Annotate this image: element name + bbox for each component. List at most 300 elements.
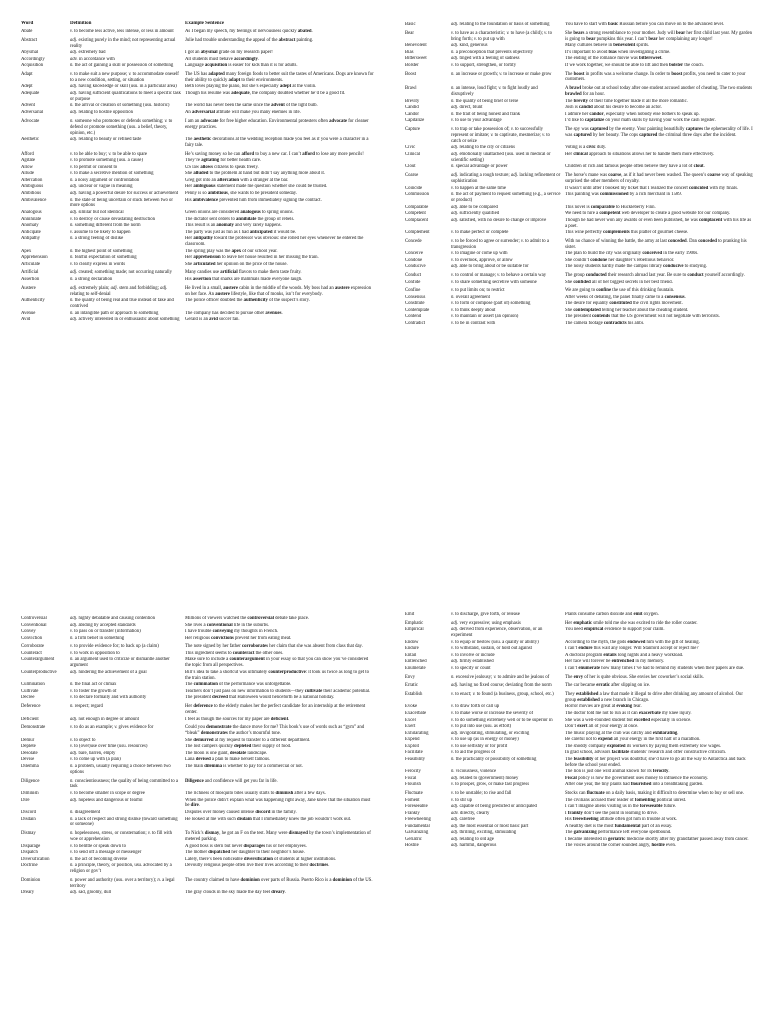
vocab-definition: v. to foster the growth of	[70, 688, 117, 694]
vocab-example: Her ambiguous statement made me question whether she could be trusted.	[185, 184, 328, 190]
vocab-word: Exhilarating	[405, 730, 429, 736]
vocab-definition: adj. relating to hostile opposition	[70, 110, 133, 116]
vocab-definition: adj. extremely plain; adj. stern and forbidding; adj. relating to self-denial	[70, 285, 168, 297]
vocab-row	[405, 690, 755, 705]
vocab-word: Cultivate	[21, 688, 39, 694]
vocab-row	[21, 317, 377, 324]
vocab-word: Convey	[21, 629, 36, 635]
vocab-word: Bear	[405, 30, 414, 36]
vocab-word: Dire	[21, 797, 30, 803]
vocab-word: Corroborate	[21, 644, 44, 650]
vocab-definition: n. viciousness, violence	[451, 769, 497, 775]
vocab-word: Dreary	[21, 890, 35, 896]
vocab-definition: n. power and authority (usu. over a territory); n. a legal territory	[70, 877, 175, 889]
vocab-row	[21, 268, 377, 277]
vocab-definition: adj. having sufficient qualifications to meet a specific task or purpose	[70, 91, 181, 102]
vocab-definition: n. the practicality or possibility of something	[451, 756, 537, 762]
vocab-example: If we work together, we should be able to lift and then bolster the couch.	[565, 62, 704, 68]
vocab-definition: v. to use selfishly or for profit	[451, 743, 508, 749]
vocab-definition: adj. sufficiently qualified	[451, 211, 500, 217]
vocab-word: Coarse	[405, 173, 419, 179]
vocab-definition: v. to form or compose (part of) something	[451, 301, 531, 307]
vocab-example: I frankly don’t see the point in learning to drive.	[565, 810, 658, 816]
vocab-definition: adj. thrilling, exciting, stimulating	[451, 830, 517, 836]
vocab-definition: v. to become smaller in scope or degree	[70, 791, 145, 796]
vocab-example: I can’t enumerate how many times I’ve had to remind my students when their papers are due.	[565, 665, 745, 671]
vocab-example: They established a law that made it illegal to drive after drinking any amount of alcohol. Our group established a new branch in Chicago.	[565, 692, 743, 703]
vocab-example: Horror movies are great at evoking fear.	[565, 704, 642, 710]
vocab-word: Boost	[405, 71, 417, 77]
vocab-definition: n. something different from the norm	[70, 223, 141, 229]
vocab-definition: n. a noisy argument or confrontation	[70, 177, 140, 183]
vocab-word: Artificial	[21, 270, 39, 276]
vocab-word: Emit	[405, 612, 415, 617]
vocab-word: Bias	[405, 49, 414, 55]
vocab-word: Empirical	[405, 627, 424, 633]
vocab-example: She contemplated telling her teacher about the cheating student.	[565, 307, 689, 313]
vocab-word: Benevolent	[405, 43, 427, 49]
vocab-example: The music playing at the club was catchy and exhilarating.	[565, 730, 679, 736]
vocab-word: Ambiguous	[21, 184, 44, 190]
vocab-example: Diligence and confidence will get you far in life.	[185, 778, 278, 784]
vocab-definition: adj. emotionally unattached (usu. used in medical or scientific setting)	[451, 151, 551, 163]
vocab-word: Bittersweet	[405, 56, 427, 62]
vocab-row	[21, 298, 377, 310]
vocab-word: Envy	[405, 674, 416, 680]
vocab-rows	[405, 22, 755, 327]
vocab-row	[21, 171, 377, 178]
vocab-definition: v. to do something extremely well or to be superior in	[451, 717, 553, 723]
vocab-row	[405, 321, 755, 328]
vocab-definition: adj. hopeless and dangerous or fearful	[70, 797, 143, 803]
vocab-word: Civic	[405, 145, 416, 151]
vocab-definition: adj. able to be compared	[451, 204, 498, 210]
vocab-word: Articulate	[21, 261, 40, 267]
vocab-example: Teachers don’t just pass on new information to students—they cultivate their academic potential.	[185, 688, 371, 694]
vocab-example: Though his resume was adequate, the company doubted whether he’d be a good fit.	[185, 91, 346, 97]
vocab-example: The culmination of the performance was unforgettable.	[185, 682, 292, 688]
vocab-definition: adj. kind, generous	[451, 43, 488, 49]
vocab-row	[405, 84, 755, 99]
vocab-definition: n. a firm belief in something	[70, 635, 125, 641]
vocab-row	[21, 723, 377, 738]
header-example: Example Sentence	[185, 21, 225, 26]
vocab-word: Ferocity	[405, 769, 421, 775]
vocab-example: I’d like to capitalize on your math skills by having your work the cash register.	[565, 118, 716, 124]
vocab-word: Geriatric	[405, 836, 422, 842]
vocab-definition: v. to share something secretive with someone	[451, 279, 537, 285]
vocab-example: Beth loves playing the piano, but she’s especially adept at the violin.	[185, 84, 317, 90]
vocab-example: To Nick’s dismay, he got an F on the test. Many were dismayed by the town’s implementation of metered parking.	[185, 831, 371, 843]
vocab-word: Basic	[405, 22, 416, 27]
vocab-word: Doctrine	[21, 863, 38, 869]
vocab-example: The desire for equality constituted the civil rights movement.	[565, 301, 683, 307]
vocab-example: After one year, the tiny plants had flourished into a breathtaking garden.	[565, 782, 704, 788]
vocab-row	[405, 782, 755, 789]
vocab-definition: v. to specify or count	[451, 665, 491, 671]
vocab-example: Her antipathy toward the professor was obvious: she rolled her eyes whenever he entered the classroom.	[185, 236, 364, 248]
vocab-definition: v. to maintain or assert (an opinion)	[451, 314, 519, 320]
vocab-word: Apprehension	[21, 255, 48, 261]
vocab-definition: v. to come up with (a plan)	[70, 757, 121, 763]
vocab-example: The dictator sent orders to annihilate the group of rebels.	[185, 216, 295, 222]
vocab-example: The shoddy company exploited its workers by paying them extremely low wages.	[565, 743, 722, 749]
vocab-definition: v. to control or manage; v. to behave a certain way	[451, 273, 547, 279]
vocab-word: Clout	[405, 164, 416, 170]
vocab-row	[405, 118, 755, 125]
vocab-example: She alluded to the problem at hand but didn’t say anything more about it.	[185, 171, 326, 177]
vocab-definition: adj. existing purely in the mind; not representing actual reality	[70, 37, 176, 49]
vocab-row	[405, 286, 755, 295]
vocab-definition: adj. actively interested in or enthusiastic about something	[70, 317, 180, 323]
vocab-definition: v. to stir up	[451, 797, 473, 803]
vocab-example: I can’t imagine aliens visiting us in the foreseeable future.	[565, 804, 677, 810]
vocab-definition: adj. tinged with a feeling of sadness	[451, 56, 520, 62]
vocab-definition: n. the quality of being real and true instead of fake and contrived	[70, 298, 174, 310]
vocab-row	[21, 91, 377, 103]
vocab-example: The spring play was the apex of our school year.	[185, 248, 278, 254]
vocab-example: The main dilemma is whether to pay for a commercial or not.	[185, 763, 303, 769]
vocab-row	[405, 619, 755, 628]
vocab-definition: adj. having knowledge or skill (usu. in a particular area)	[70, 84, 177, 90]
vocab-row	[405, 627, 755, 639]
vocab-definition: n. a problem, usually requiring a choice between two options	[70, 763, 171, 775]
vocab-example: Plants consume carbon dioxide and emit oxygen.	[565, 612, 659, 617]
vocab-word: Adapt	[21, 72, 33, 78]
vocab-definition: v. to do as an example; v. gives evidence for	[70, 725, 154, 731]
vocab-word: Demonstrate	[21, 725, 46, 731]
vocab-definition: v. to declare formally and with authority	[70, 695, 147, 701]
vocab-word: Anticipate	[21, 229, 41, 235]
vocab-definition: adj. having a powerful desire for success or achievement	[70, 190, 179, 196]
vocab-definition: n. a strong declaration	[70, 276, 113, 282]
vocab-word: Controversial	[21, 616, 47, 621]
vocab-example: Penny is so ambitious, she wants to be president someday.	[185, 190, 297, 196]
vocab-word: Abstract	[21, 37, 38, 43]
vocab-word: Adept	[21, 84, 33, 90]
vocab-definition: n. a lack of respect and strong dislike (toward something or someone)	[70, 816, 178, 828]
vocab-example: The moon is one giant, desolate landscape.	[185, 750, 268, 756]
vocab-example: You have to start with basic Russian before you can move on to the advanced level.	[565, 22, 725, 27]
vocab-word: Complacent	[405, 217, 428, 223]
vocab-example: In grad school, advisors facilitate students’ research and offer constructive criticism.	[565, 750, 727, 756]
vocab-definition: v. to aid the progress of	[451, 750, 496, 756]
vocab-example: US law allows citizens to speak freely.	[185, 164, 259, 170]
vocab-word: Analogous	[21, 209, 42, 215]
vocab-example: We need to hire a competent web developer to create a good website for our company.	[565, 211, 731, 217]
vocab-word: Advent	[21, 103, 35, 109]
vocab-example: The company has decided to pursue other avenues.	[185, 310, 283, 316]
vocab-word: Frankly	[405, 810, 420, 816]
vocab-word: Enumerate	[405, 665, 426, 671]
vocab-example: Josh is candid about his desire to become an actor.	[565, 105, 662, 111]
vocab-word: Constitute	[405, 301, 425, 307]
vocab-definition: v. to destroy or cause devastating destruction	[70, 216, 155, 222]
vocab-row	[21, 702, 377, 717]
vocab-definition: n. the state of being uncertain or stuck between two or more options	[70, 197, 174, 209]
vocab-word: Altercation	[21, 177, 43, 183]
vocab-definition: v. to make worse or increase the severity of	[451, 711, 534, 716]
vocab-example: His freewheeling attitude often got him in trouble at work.	[565, 817, 678, 823]
vocab-example: I have trouble conveying my thoughts in French.	[185, 629, 279, 635]
vocab-word: Exacerbate	[405, 711, 427, 716]
vocab-example: I am an advocate for free higher education. Environmental protesters often advocate for cleaner energy practices.	[185, 118, 369, 130]
vocab-word: Disparage	[21, 843, 41, 849]
vocab-example: The plan to build the city was originally conceived in the early 1900s.	[565, 251, 699, 257]
vocab-example: The car became erratic after slipping on ice.	[565, 683, 651, 689]
vocab-definition: v. to become less active, less intense, or less in amount	[70, 29, 174, 35]
vocab-example: Her religious convictions prevent her from eating meat.	[185, 635, 292, 641]
vocab-definition: v. to support, strengthen, or fortify	[451, 62, 517, 68]
vocab-definition: adj. invigorating, stimulating, or exciting	[451, 730, 530, 736]
vocab-example: She bears a strong resemblance to your mother. Judy will bear her first child last year. My garden is going to bear pumpkins this year. I can’t bear her complaining any longer!	[565, 30, 752, 42]
vocab-example: It wasn’t until after I booked my ticket that I realized the concert coincided with my finals.	[565, 185, 739, 191]
vocab-word: Confide	[405, 279, 421, 285]
vocab-example: The horse’s mane was coarse, as if it had never been washed. The queen’s coarse way of speaking surprised the other members of royalty.	[565, 173, 753, 184]
vocab-example: Language acquisition is easier for kids than it is for adults.	[185, 63, 298, 69]
vocab-example: Stocks can fluctuate on a daily basis, making it difficult to determine when to buy or sell one.	[565, 790, 744, 796]
vocab-example: The boost in profits was a welcome change. In order to boost profits, you need to cater to your customers.	[565, 71, 746, 83]
vocab-word: Contend	[405, 314, 422, 320]
vocab-word: Counteract	[21, 650, 42, 656]
vocab-example: Bill’s idea to take a shortcut was ultimately counterproductive: it took us twice as long to get to the train station.	[185, 669, 369, 681]
vocab-word: Counterargument	[21, 657, 55, 663]
vocab-word: Austere	[21, 285, 36, 291]
vocab-word: Coincide	[405, 185, 423, 191]
vocab-definition: n. hopelessness, stress, or consternation; v. to fill with woe or apprehension	[70, 831, 173, 843]
vocab-definition: adj. indicating a rough texture; adj. lacking refinement or sophistication	[451, 173, 561, 184]
vocab-row	[405, 63, 755, 70]
vocab-example: His ambivalence prevented him from immediately signing the contract.	[185, 197, 322, 203]
vocab-word: Ambitious	[21, 190, 42, 196]
vocab-example: This wine perfectly complements this platter of gourmet cheese.	[565, 230, 689, 236]
vocab-word: Conviction	[21, 635, 43, 641]
vocab-word: Exploit	[405, 743, 419, 749]
vocab-example: After weeks of debating, the panel finally came to a consensus.	[565, 294, 686, 300]
vocab-word: Capture	[405, 126, 421, 132]
vocab-word: Allude	[21, 171, 34, 177]
vocab-example: The aesthetic decorations at the wedding reception made you feel as if you were a character in a fairy tale.	[185, 137, 369, 149]
vocab-word: Advocate	[21, 118, 40, 124]
vocab-row	[405, 69, 755, 84]
vocab-example: With no chance of winning the battle, the army at last conceded. Dan conceded to pranking his sister.	[565, 238, 747, 250]
vocab-word: Deficient	[21, 716, 39, 722]
vocab-definition: n. a principle, theory, or position, usu. advocated by a religion or gov’t	[70, 863, 172, 875]
vocab-row	[21, 695, 377, 702]
vocab-example: He lived in a small, austere cabin in the middle of the woods. My boss had an austere expression on her face. An austere lifestyle, like that of monks, isn’t for everybody.	[185, 285, 372, 297]
vocab-definition: v. to work in opposition to	[70, 650, 120, 656]
vocab-definition: adj. having no fixed course; deviating from the norm	[451, 683, 552, 689]
vocab-definition: v. to be forced to agree or surrender; v. to admit to a transgression	[451, 238, 549, 250]
vocab-definition: adj. capable of being predicted or anticipated	[451, 804, 537, 810]
vocab-word: Galvanizing	[405, 830, 429, 836]
vocab-row	[21, 863, 377, 875]
vocab-example: The US has adapted many foreign foods to better suit the tastes of Americans. Dogs are known for their ability to quickly adapt to their environments.	[185, 72, 374, 83]
vocab-example: This result is an anomaly and very rarely happens.	[185, 223, 282, 229]
vocab-example: The galvanizing performance left everyone spellbound.	[565, 830, 672, 836]
header-word: Word	[21, 21, 34, 26]
vocab-example: The party was just as fun as I had anticipated it would be.	[185, 229, 297, 235]
vocab-example: A doctoral program entails long nights and a heavy workload.	[565, 652, 684, 658]
vocab-row	[405, 22, 755, 29]
vocab-definition: adj. harmful, dangerous	[451, 843, 497, 849]
vocab-word: Competent	[405, 211, 426, 217]
vocab-example: The gray clouds in the sky made the day feel dreary.	[185, 890, 287, 896]
vocab-row	[405, 666, 755, 673]
vocab-definition: v. to think deeply about	[451, 307, 496, 313]
vocab-definition: adj. able to bring about or be suitable for	[451, 264, 529, 270]
vocab-definition: v. to make perfect or complete	[451, 230, 509, 236]
vocab-word: Decree	[21, 695, 35, 701]
vocab-definition: v. to clearly express in words	[70, 261, 126, 267]
vocab-row	[405, 314, 755, 321]
vocab-example: She demurred at my request to transfer to a different department.	[185, 737, 311, 743]
vocab-definition: n. the arrival or creation of something (usu. historic)	[70, 103, 170, 109]
vocab-word: Concede	[405, 238, 422, 244]
vocab-example: I feel as though the sources for my paper are deficient.	[185, 716, 290, 722]
vocab-word: Demur	[21, 737, 35, 743]
vocab-definition: v. assume to be likely to happen	[70, 229, 131, 235]
vocab-word: Capitalize	[405, 118, 425, 124]
vocab-word: Deplete	[21, 744, 36, 750]
vocab-example: This ingredient seems to counteract the other ones.	[185, 650, 284, 656]
vocab-definition: n. the act of becoming diverse	[70, 856, 128, 862]
vocab-word: Avenue	[21, 310, 36, 316]
vocab-example: Julie had trouble understanding the appeal of the abstract painting.	[185, 37, 314, 43]
vocab-example: Could you demonstrate the dance move for me? This book’s use of words such as “gym” and “bleak” demonstrates the author’s mournful tone.	[185, 725, 365, 737]
vocab-example: All students must behave accordingly.	[185, 56, 260, 62]
vocab-row	[405, 125, 755, 146]
vocab-example: I became interested in geriatric medicine shortly after my grandfather passed away from cancer.	[565, 836, 749, 842]
vocab-definition: v. to object to	[70, 737, 96, 743]
vocab-word: Candor	[405, 111, 419, 117]
vocab-definition: n. conscientiousness; the quality of being committed to a task	[70, 778, 179, 790]
vocab-example: According to the myth, the gods endowed him with the gift of healing.	[565, 639, 700, 645]
vocab-example: Her deference to the elderly makes her the perfect candidate for an internship at the retirement center.	[185, 704, 366, 716]
vocab-example: A good boss is stern but never disparages his or her employees.	[185, 843, 307, 849]
vocab-row	[21, 642, 377, 651]
vocab-definition: n. an increase or growth; v. to increase or make grow	[451, 71, 552, 77]
vocab-row	[21, 70, 377, 85]
vocab-definition: adj. derived from experience, observation, or an experiment	[451, 627, 543, 639]
vocab-example: The group conducted their research abroad last year. Be sure to conduct yourself accordingly.	[565, 273, 745, 279]
vocab-word: Assertion	[21, 276, 40, 282]
vocab-row	[21, 150, 377, 159]
vocab-definition: v. to imagine or come up with	[451, 251, 508, 257]
vocab-row	[405, 271, 755, 280]
vocab-example: She was a well-rounded student but excelled especially in science.	[565, 717, 692, 723]
vocab-definition: v. to overlook, approve, or allow	[451, 257, 513, 263]
vocab-example: The spy was captured by the enemy. Your painting beautifully captures the ephemerality of life. I was captured by her beauty. The cops captured the criminal three days after the incident.	[565, 126, 753, 138]
vocab-word: Flourish	[405, 782, 421, 788]
vocab-definition: v. to (over)use over time (usu. resources)	[70, 744, 148, 750]
vocab-definition: v. to equip or bestow (usu. a quality or ability)	[451, 639, 539, 645]
vocab-example: Greg got into an altercation with a stranger at the bar.	[185, 177, 289, 183]
vocab-definition: n. the highest point of something	[70, 248, 133, 254]
vocab-definition: adj. extremely bad	[70, 50, 106, 56]
vocab-definition: n. a strong feeling of dislike	[70, 236, 124, 242]
vocab-row	[21, 283, 377, 298]
vocab-word: Avid	[21, 317, 31, 323]
vocab-example: The president contends that the US government will not negotiate with terrorists.	[565, 314, 720, 320]
header-definition: Definition	[70, 21, 92, 26]
vocab-example: Voting is a civic duty.	[565, 145, 607, 151]
vocab-definition: adj. very expressive; using emphasis	[451, 620, 521, 626]
vocab-table-2	[405, 22, 755, 327]
vocab-example: I got an abysmal grade on my research paper!	[185, 50, 273, 56]
vocab-word: Devise	[21, 757, 35, 763]
vocab-definition: v. to put into use (usu. as effort)	[451, 724, 512, 730]
vocab-example: An adversarial attitude will make you many enemies in life.	[185, 110, 301, 116]
vocab-word: Endow	[405, 639, 419, 645]
vocab-definition: n. special advantage or power	[451, 164, 508, 170]
vocab-example: The civilians accused their leader of fomenting political unrest.	[565, 797, 687, 803]
vocab-example: The note signed by her father corroborates her claim that she was absent from class that day.	[185, 644, 363, 650]
vocab-example: It’s important to avoid bias when investigating a crime.	[565, 49, 671, 55]
vocab-row	[21, 776, 377, 791]
vocab-definition: n. disagreement	[70, 810, 101, 815]
vocab-row	[21, 890, 377, 897]
vocab-example: The envy of her is quite obvious. She envies her coworker’s social skills.	[565, 674, 704, 680]
vocab-row	[405, 672, 755, 681]
vocab-word: Fiscal	[405, 775, 417, 781]
vocab-word: Acquisition	[21, 63, 44, 69]
vocab-definition: adj. relating to the city or citizens	[451, 145, 515, 151]
vocab-word: Accordingly	[21, 56, 45, 62]
vocab-definition: v. to send off a message or messenger	[70, 850, 142, 856]
vocab-word: Conceive	[405, 251, 423, 257]
vocab-word: Fundamental	[405, 823, 430, 829]
vocab-example: Her face will forever be entrenched in my memory.	[565, 659, 665, 665]
vocab-word: Emphatic	[405, 620, 424, 626]
vocab-row	[405, 789, 755, 798]
vocab-row	[405, 192, 755, 204]
vocab-row	[21, 198, 377, 210]
vocab-example: Though he had never won any awards or even been published, he was complacent with his life as a poet.	[565, 217, 752, 229]
vocab-rows	[21, 29, 377, 324]
vocab-example: The doctor told me not to run as it can exacerbate my knee injury.	[565, 711, 692, 716]
vocab-definition: adv. directly, clearly	[451, 810, 490, 816]
vocab-table-4	[405, 612, 755, 850]
vocab-example: She couldn’t condone her daughter’s rebellious behavior.	[565, 257, 675, 263]
vocab-definition: adj. abiding by accepted standards	[70, 622, 136, 628]
vocab-word: Desolate	[21, 750, 38, 756]
vocab-example: The police officer doubted the authenticity of the suspect’s story.	[185, 298, 310, 304]
vocab-example: A healthy diet is the most fundamental part of an essay.	[565, 823, 673, 829]
vocab-example: Many candies use artificial flavors to make them taste fruity.	[185, 270, 302, 276]
vocab-example: I can’t endure this wait any longer. Will Stanford accept or reject me?	[565, 646, 699, 652]
vocab-word: Counterproductive	[21, 669, 57, 675]
vocab-definition: v. to be in contrast with	[451, 320, 496, 326]
vocab-word: Exert	[405, 724, 416, 730]
vocab-example: The mother dispatched her daughter to their neighbor’s house.	[185, 850, 305, 856]
vocab-word: Fluctuate	[405, 790, 423, 796]
vocab-word: Dismay	[21, 831, 36, 837]
vocab-example: Gerald is an avid soccer fan.	[185, 317, 240, 323]
vocab-definition: n. overall agreement	[451, 294, 490, 300]
vocab-word: Abysmal	[21, 50, 39, 56]
vocab-definition: v. to draw forth or call up	[451, 704, 500, 710]
vocab-definition: v. to happen at the same time	[451, 185, 506, 191]
vocab-table-3	[21, 616, 377, 897]
vocab-word: Dilemma	[21, 763, 39, 769]
vocab-definition: adj. carefree	[451, 817, 475, 823]
vocab-word: Conduct	[405, 273, 422, 279]
vocab-row	[21, 137, 377, 149]
vocab-definition: adj. the most essential or most basic part	[451, 823, 529, 829]
vocab-row	[21, 657, 377, 669]
vocab-word: Excel	[405, 717, 416, 723]
